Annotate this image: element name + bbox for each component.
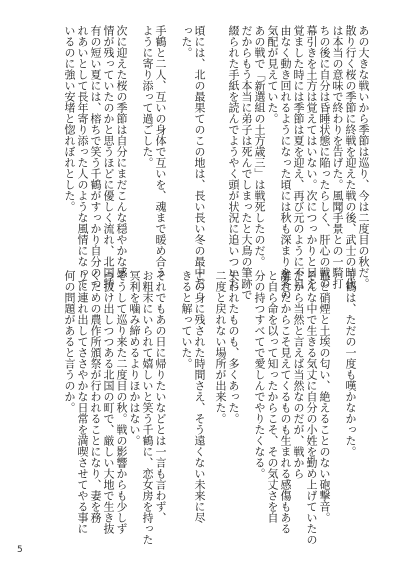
text-column: 頃には、北の最果てのこの地は、長い長い冬の最中だ — [193, 25, 206, 289]
text-column: つ抜け出しつつある北国の町で、厳しい大地で生き抜 — [102, 270, 115, 534]
text-column: あの戦で「新選組の土方歳三」は戦死したのだ。 — [253, 25, 266, 267]
text-column: お粗末にいられて嬉しいと笑う千鶴に、恋女房を持った — [141, 270, 154, 545]
text-column — [240, 270, 253, 525]
text-column: は本当の意味で終わりを告げた。風聞手景との一騎打 — [331, 25, 344, 289]
text-column: 情が残っていたのかと思うほどに優しく流れ、北国特 — [102, 25, 115, 289]
text-column: 二度と戻れない場所が出来た。 — [214, 270, 227, 424]
text-column: と自ら命を以って知ったからこそ、その気丈さを自 — [266, 270, 279, 523]
text-column: 次に迎えた桜の季節は自分にまだこんな穏やかな感 — [115, 25, 128, 278]
text-block-lower-left — [30, 270, 206, 545]
text-column — [167, 270, 180, 525]
text-block-upper-left — [30, 25, 206, 289]
text-column: きると解っていた。 — [180, 270, 193, 369]
text-column: 幕引きを土方は覚えてはいない。次につっかりと目を — [305, 25, 318, 289]
text-column: 血と硝煙と土埃の匂い、絶えることのない砲撃音。 — [318, 270, 331, 523]
text-column: ように寄り添って過ごした。 — [141, 25, 154, 168]
text-column — [167, 25, 180, 264]
text-column — [128, 25, 141, 264]
text-column: それでもあの日に帰りたいなどとは一言も言わず、 — [154, 270, 167, 523]
text-column: ちの後に自分は昏睡状態に陥ったらしく、肝心の戦の — [318, 25, 331, 289]
text-column: りに連れ出してささやかな日常を満喫させてやる事に — [76, 270, 89, 534]
page-number: 5 — [17, 545, 23, 555]
text-column: 何の問題があると言うのか。 — [63, 270, 76, 413]
text-column: 分の持つすべてで愛しんでやりたくなる。 — [253, 270, 266, 479]
text-block-lower-right — [214, 270, 370, 545]
text-column — [331, 270, 344, 525]
text-column: 覚ました時には季節は夏を迎え、再び元のように不自 — [292, 25, 305, 289]
text-column: この身に残された時間さえ、そう遠くない未来に尽 — [193, 270, 206, 523]
text-column: れあいとして長年寄り添った人のような風情になって — [76, 25, 89, 289]
text-column: 失われたものも、多くあった。 — [227, 270, 240, 424]
text-column: だからもう本当に弟子は死んでしまったと大鳥の筆跡で — [240, 25, 253, 300]
text-column: くための農作所頒祭が行われることになり、妻を務 — [89, 270, 102, 523]
text-column — [357, 270, 370, 525]
text-block-upper-right — [218, 25, 370, 300]
text-column: 千鶴は、ただの一度も嘆かなかった。 — [344, 270, 357, 457]
text-column: 離れたからこそ見えてくるものも生まれる感傷もある — [279, 270, 292, 534]
text-column: 冥利を噛み締めるよりほかはない。 — [128, 270, 141, 446]
text-column: 綴られた手紙を読んでようやく頭が状況に追いついた — [227, 25, 240, 289]
text-column: 気配が見えていた。 — [266, 25, 279, 124]
text-column: そうして巡り来た二度目の秋。戦の影響からも少しず — [115, 270, 128, 534]
text-column: 有の短い夏には、榕ちで笑う千鶴がすっかり自分のつ — [89, 25, 102, 289]
text-column: 手鶴と二人、互いの身体で互いを、魂まで暖め合う — [154, 25, 167, 278]
text-column: 由なく動き回れるようになった頃には秋も深まりを冬の — [279, 25, 292, 300]
text-column: いるのに強い安堵と惚れぼれとした。 — [63, 25, 76, 212]
text-column: そんな中で生きる気丈に自分の小姓を勤め上げていたの — [305, 270, 318, 545]
text-column: あの大きな戦いから季節は巡り、今は二度目の秋だ。 — [357, 25, 370, 289]
text-column: だから当然と言えば当然なのだが、戦から — [292, 270, 305, 479]
text-column: 散り行く桜の季節に終戦を迎えた戦の後、武士の時代 — [344, 25, 357, 289]
text-column: った。 — [180, 25, 193, 58]
